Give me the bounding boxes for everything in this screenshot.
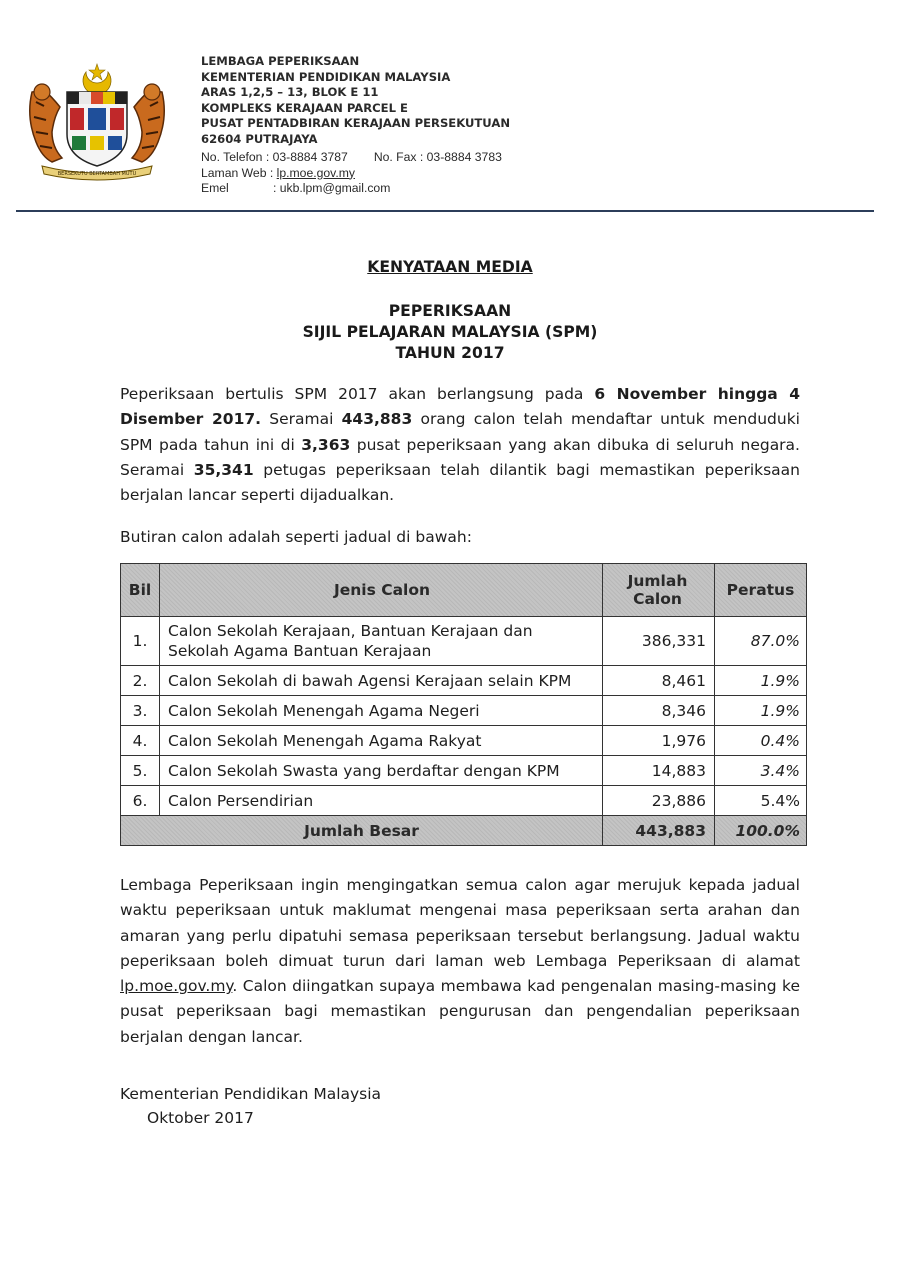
signature-block: [120, 1082, 381, 1130]
row-jumlah: 8,461: [603, 666, 715, 696]
row-peratus: 0.4%: [715, 726, 807, 756]
table-row: [121, 666, 807, 696]
table-total-row: [121, 816, 807, 846]
signature-date: Oktober 2017: [147, 1109, 254, 1127]
candidates-table: [120, 563, 807, 846]
row-bil: 2.: [121, 666, 160, 696]
intro-text: petugas peperiksaan telah dilantik bagi memastikan peperiksaan berjalan lancar seperti dijadualkan.: [120, 460, 800, 505]
row-jumlah: 1,976: [603, 726, 715, 756]
title-line-2: SIJIL PELAJARAN MALAYSIA (SPM): [302, 323, 598, 341]
header-bil: Bil: [121, 564, 160, 617]
total-candidates: 443,883: [341, 410, 413, 429]
document-heading: KENYATAAN MEDIA: [367, 258, 533, 276]
org-line: LEMBAGA PEPERIKSAAN: [201, 54, 360, 68]
website-label: Laman Web :: [201, 165, 277, 180]
table-row: [121, 786, 807, 816]
header-jumlah-line2: Calon: [633, 590, 682, 608]
coat-of-arms-icon: [22, 62, 172, 182]
table-row: [121, 696, 807, 726]
table-row: [121, 617, 807, 666]
org-line: PUSAT PENTADBIRAN KERAJAAN PERSEKUTUAN: [201, 116, 511, 130]
row-jenis: Calon Sekolah Menengah Agama Negeri: [160, 696, 603, 726]
intro-text: Seramai: [261, 410, 342, 429]
row-bil: 5.: [121, 756, 160, 786]
exam-dates: 6 November hingga 4 Disember 2017.: [120, 385, 801, 429]
intro-text: Peperiksaan bertulis SPM 2017 akan berlangsung pada: [120, 385, 595, 403]
row-peratus: 5.4%: [715, 786, 807, 816]
title-line-1: PEPERIKSAAN: [388, 302, 512, 320]
table-row: [121, 756, 807, 786]
fax-number: No. Fax : 03-8884 3783: [373, 150, 502, 164]
row-jenis: Calon Sekolah di bawah Agensi Kerajaan selain KPM: [160, 666, 603, 696]
header-divider: [16, 210, 874, 212]
total-jumlah: 443,883: [603, 816, 715, 846]
row-bil: 4.: [121, 726, 160, 756]
intro-text: pusat peperiksaan yang akan dibuka di seluruh negara. Seramai: [120, 435, 800, 479]
row-jenis: Calon Sekolah Menengah Agama Rakyat: [160, 726, 603, 756]
closing-paragraph: [120, 873, 800, 1050]
header-jumlah: [603, 564, 715, 617]
row-peratus: 1.9%: [715, 666, 807, 696]
closing-text: . Calon diingatkan supaya membawa kad pengenalan masing-masing ke pusat peperiksaan bagi memastikan pengurusan dan pengendalian peperiksaan berjalan dengan lancar.: [120, 977, 800, 1046]
row-jumlah: 8,346: [603, 696, 715, 726]
organisation-address: [201, 54, 510, 147]
phone-number: No. Telefon : 03-8884 3787: [201, 150, 348, 164]
row-peratus: 3.4%: [715, 756, 807, 786]
website-link[interactable]: lp.moe.gov.my: [120, 977, 233, 996]
email-label: Emel: [201, 181, 229, 195]
row-bil: 3.: [121, 696, 160, 726]
total-peratus: 100.0%: [715, 816, 807, 846]
row-peratus: 1.9%: [715, 696, 807, 726]
website-link[interactable]: lp.moe.gov.my: [276, 165, 355, 180]
org-line: KOMPLEKS KERAJAAN PARCEL E: [201, 100, 408, 115]
title-line-3: TAHUN 2017: [395, 344, 505, 362]
row-jenis: Calon Sekolah Swasta yang berdaftar dengan KPM: [160, 756, 603, 786]
intro-paragraph: [120, 382, 800, 508]
closing-text: Lembaga Peperiksaan ingin mengingatkan semua calon agar merujuk kepada jadual waktu peperiksaan untuk maklumat mengenai masa peperiksaan serta arahan dan amaran yang perlu dipatuhi semasa peperiksaan tersebut berlangsung. Jadual waktu peperiksaan boleh dimuat turun dari laman web Lembaga Peperiksaan di alamat: [120, 876, 800, 970]
table-header-row: [121, 564, 807, 617]
row-jumlah: 386,331: [603, 617, 715, 666]
row-jumlah: 14,883: [603, 756, 715, 786]
signature-org: Kementerian Pendidikan Malaysia: [120, 1085, 382, 1103]
header-peratus: Peratus: [715, 564, 807, 617]
row-jenis: Calon Persendirian: [160, 786, 603, 816]
row-bil: 1.: [121, 617, 160, 666]
header-jenis: Jenis Calon: [160, 564, 603, 617]
row-jenis: Calon Sekolah Kerajaan, Bantuan Kerajaan dan Sekolah Agama Bantuan Kerajaan: [160, 617, 603, 666]
intro-text: orang calon telah mendaftar untuk menduduki SPM pada tahun ini di: [120, 410, 800, 454]
crest-motto: BERSEKUTU BERTAMBAH MUTU: [57, 171, 137, 177]
org-line: KEMENTERIAN PENDIDIKAN MALAYSIA: [201, 69, 451, 84]
row-bil: 6.: [121, 786, 160, 816]
exam-officers: 35,341: [193, 460, 254, 479]
email-address: : ukb.lpm@gmail.com: [273, 181, 391, 195]
table-intro: Butiran calon adalah seperti jadual di bawah:: [120, 528, 472, 546]
header-jumlah-line1: Jumlah: [627, 572, 688, 590]
row-peratus: 87.0%: [715, 617, 807, 666]
contact-block: [201, 150, 502, 197]
row-jumlah: 23,886: [603, 786, 715, 816]
table-row: [121, 726, 807, 756]
exam-centres: 3,363: [301, 435, 351, 454]
org-line: ARAS 1,2,5 – 13, BLOK E 11: [201, 85, 379, 99]
total-label: Jumlah Besar: [121, 816, 603, 846]
org-line: 62604 PUTRAJAYA: [201, 131, 318, 146]
